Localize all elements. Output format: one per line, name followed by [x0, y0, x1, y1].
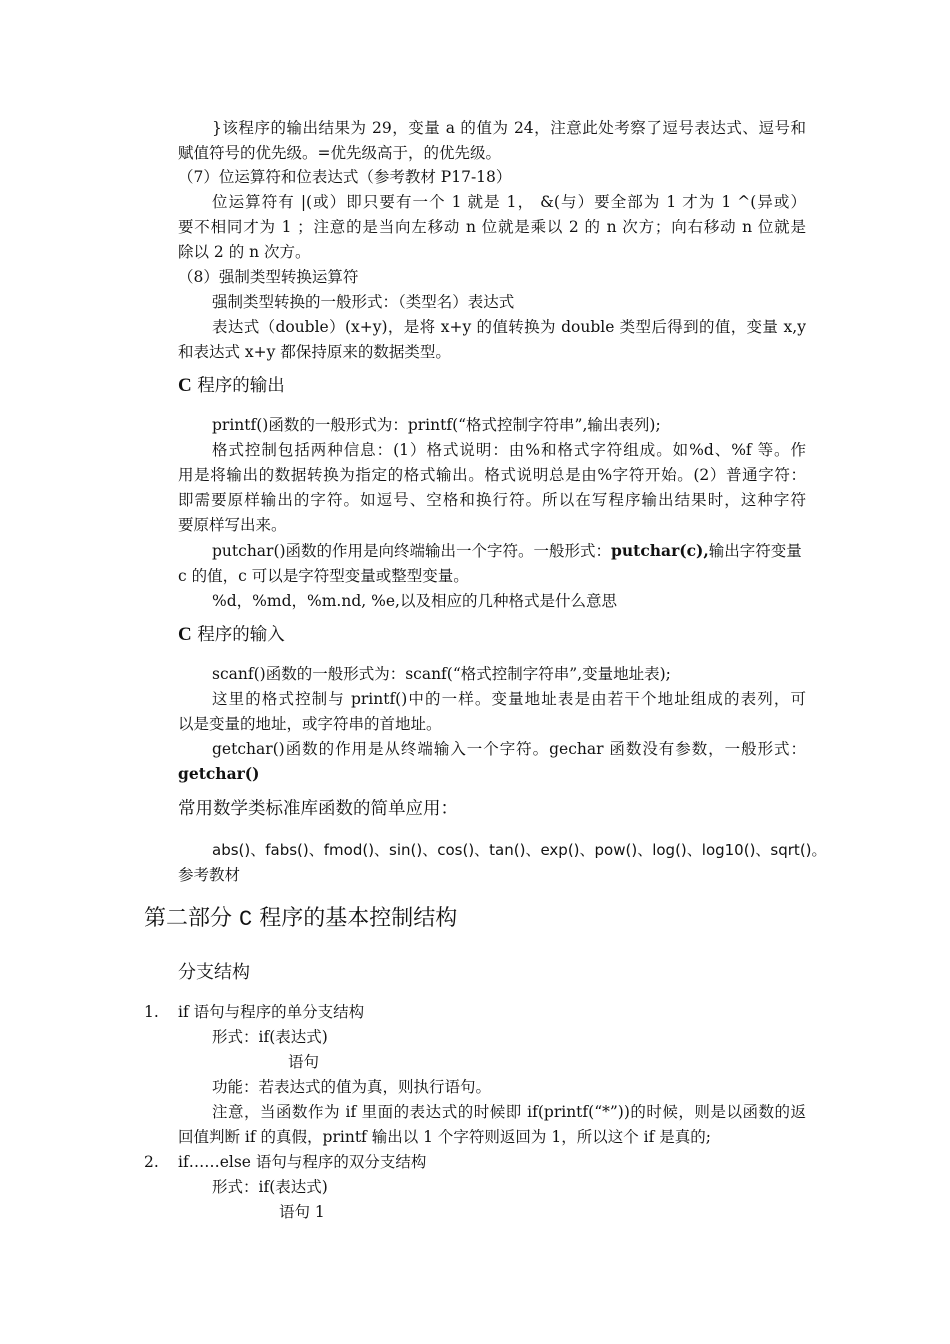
list-number: 2. [144, 1153, 159, 1171]
text-line: getchar()函数的作用是从终端输入一个字符。gechar 函数没有参数，一般形式： [212, 740, 806, 758]
text-line: scanf()函数的一般形式为：scanf(“格式控制字符串”,变量地址表); [212, 665, 671, 683]
text-line: 表达式（double）(x+y)，是将 x+y 的值转换为 double 类型后得到的值，变量 x,y [212, 318, 806, 336]
text-line: 除以 2 的 n 次方。 [178, 243, 311, 261]
text-run: putchar()函数的作用是向终端输出一个字符。一般形式： [212, 542, 612, 560]
text-line: 要不相同才为 1 ；注意的是当向左移动 n 位就是乘以 2 的 n 次方；向右移动 n 位就是 [178, 218, 806, 236]
heading-text: 第二部分 [144, 906, 239, 931]
text-line: 回值判断 if 的真假，printf 输出以 1 个字符则返回为 1，所以这个 if 是真的; [178, 1128, 711, 1146]
text-line: 功能：若表达式的值为真，则执行语句。 [212, 1078, 492, 1096]
heading-text: 程序的输出 [191, 376, 285, 396]
section-heading-7: （7）位运算符和位表达式（参考教材 P17-18） [178, 168, 512, 186]
text-line: 强制类型转换的一般形式：（类型名）表达式 [212, 293, 515, 311]
list-item-title: if……else 语句与程序的双分支结构 [178, 1153, 427, 1171]
heading-text: 程序的输入 [191, 625, 285, 645]
text-line: 参考教材 [178, 866, 241, 884]
text-line: 位运算符有 |(或）即只要有一个 1 就是 1， &(与）要全部为 1 才为 1 ^(异或） [212, 193, 806, 211]
list-number: 1. [144, 1003, 159, 1021]
text-line: printf()函数的一般形式为：printf(“格式控制字符串”,输出表列); [212, 416, 661, 434]
text-line: 赋值符号的优先级。=优先级高于，的优先级。 [178, 144, 501, 162]
text-line: %d，%md，%m.nd, %e,以及相应的几种格式是什么意思 [212, 592, 617, 610]
part-two-heading [144, 904, 457, 935]
heading-c-letter: C [178, 624, 192, 645]
list-item-title: if 语句与程序的单分支结构 [178, 1003, 365, 1021]
heading-c-letter: C [239, 907, 253, 932]
text-line: 要原样写出来。 [178, 516, 287, 534]
heading-c-output [178, 374, 285, 398]
text-line: }该程序的输出结果为 29，变量 a 的值为 24，注意此处考察了逗号表达式、逗号和 [212, 119, 806, 137]
text-line: c 的值，c 可以是字符型变量或整型变量。 [178, 567, 469, 585]
code-putchar: putchar(c), [611, 541, 709, 560]
text-line: 形式：if(表达式) [212, 1178, 328, 1196]
text-line: 即需要原样输出的字符。如逗号、空格和换行符。所以在写程序输出结果时，这种字符 [178, 491, 806, 509]
text-line: 形式：if(表达式) [212, 1028, 328, 1046]
function-list: abs()、fabs()、fmod()、sin()、cos()、tan()、exp()、pow()、log()、log10()、sqrt()。 [212, 841, 827, 859]
heading-text: 程序的基本控制结构 [252, 906, 458, 931]
text-line: 语句 [288, 1053, 320, 1071]
heading-c-letter: C [178, 375, 192, 396]
text-line: 注意，当函数作为 if 里面的表达式的时候即 if(printf(“*”))的时候，则是以函数的返 [212, 1103, 806, 1121]
section-heading-8: （8）强制类型转换运算符 [178, 268, 359, 286]
code-getchar: getchar() [178, 764, 260, 783]
text-line [212, 540, 802, 562]
branch-structure-heading: 分支结构 [178, 962, 250, 983]
heading-math-functions: 常用数学类标准库函数的简单应用： [178, 799, 458, 819]
text-line: 和表达式 x+y 都保持原来的数据类型。 [178, 343, 451, 361]
text-line: 以是变量的地址，或字符串的首地址。 [178, 715, 442, 733]
text-line: 用是将输出的数据转换为指定的格式输出。格式说明总是由%字符开始。(2）普通字符： [178, 466, 806, 484]
text-run: 输出字符变量 [708, 542, 802, 560]
text-line: 语句 1 [279, 1203, 325, 1221]
text-line: 格式控制包括两种信息：(1）格式说明：由%和格式字符组成。如%d、%f 等。作 [212, 441, 806, 459]
text-line: 这里的格式控制与 printf()中的一样。变量地址表是由若干个地址组成的表列，可 [212, 690, 806, 708]
heading-c-input [178, 623, 285, 647]
